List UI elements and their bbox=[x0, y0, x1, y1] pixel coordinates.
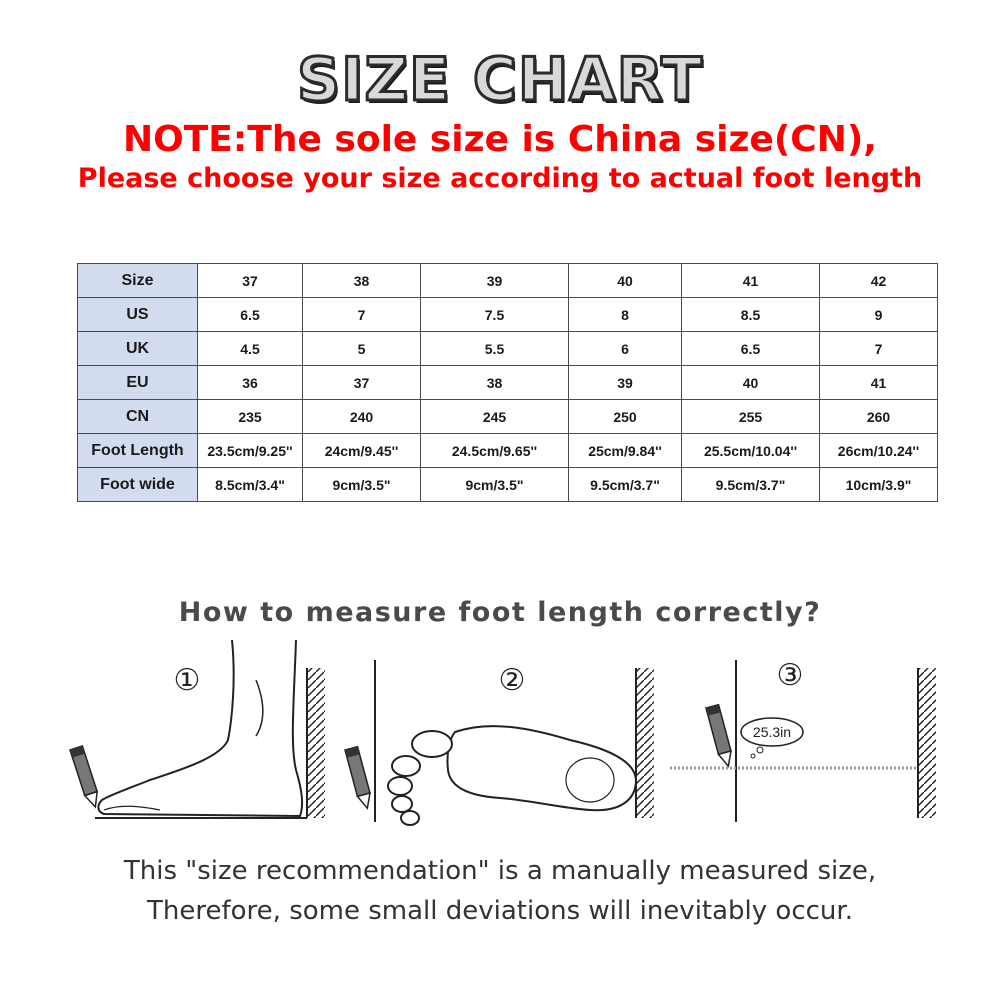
row-header: Foot Length bbox=[78, 434, 198, 468]
table-cell: 7 bbox=[303, 298, 421, 332]
pencil-icon bbox=[70, 746, 102, 809]
table-cell: 8.5cm/3.4" bbox=[198, 468, 303, 502]
table-cell: 39 bbox=[421, 264, 569, 298]
measure-title: How to measure foot length correctly? bbox=[178, 597, 822, 628]
row-header: EU bbox=[78, 366, 198, 400]
size-table bbox=[77, 263, 938, 502]
table-cell: 10cm/3.9" bbox=[820, 468, 938, 502]
table-cell: 9.5cm/3.7" bbox=[682, 468, 820, 502]
table-cell: 250 bbox=[569, 400, 682, 434]
table-row bbox=[78, 264, 938, 298]
footer-line-2: Therefore, some small deviations will inevitably occur. bbox=[147, 896, 853, 926]
table-cell: 36 bbox=[198, 366, 303, 400]
table-row bbox=[78, 468, 938, 502]
pencil-icon bbox=[345, 747, 374, 810]
step-3-label: ③ bbox=[776, 658, 804, 693]
table-cell: 25cm/9.84'' bbox=[569, 434, 682, 468]
table-cell: 9cm/3.5" bbox=[303, 468, 421, 502]
panel-3 bbox=[670, 658, 936, 822]
row-header: US bbox=[78, 298, 198, 332]
row-header: UK bbox=[78, 332, 198, 366]
row-header: Foot wide bbox=[78, 468, 198, 502]
wall-hatch bbox=[307, 668, 325, 818]
wall-hatch bbox=[918, 668, 936, 818]
row-header: CN bbox=[78, 400, 198, 434]
panel-1 bbox=[70, 640, 325, 818]
table-cell: 235 bbox=[198, 400, 303, 434]
table-cell: 42 bbox=[820, 264, 938, 298]
table-cell: 26cm/10.24'' bbox=[820, 434, 938, 468]
table-cell: 37 bbox=[303, 366, 421, 400]
table-cell: 5.5 bbox=[421, 332, 569, 366]
note-line-2: Please choose your size according to actual foot length bbox=[77, 163, 923, 194]
table-cell: 8 bbox=[569, 298, 682, 332]
table-cell: 9 bbox=[820, 298, 938, 332]
table-cell: 24.5cm/9.65'' bbox=[421, 434, 569, 468]
table-cell: 39 bbox=[569, 366, 682, 400]
table-row bbox=[78, 332, 938, 366]
table-cell: 6.5 bbox=[682, 332, 820, 366]
table-cell: 6 bbox=[569, 332, 682, 366]
table-cell: 5 bbox=[303, 332, 421, 366]
panel-2 bbox=[345, 660, 654, 825]
table-cell: 40 bbox=[569, 264, 682, 298]
table-cell: 7.5 bbox=[421, 298, 569, 332]
table-cell: 245 bbox=[421, 400, 569, 434]
table-cell: 38 bbox=[303, 264, 421, 298]
wall-hatch bbox=[636, 668, 654, 818]
table-row bbox=[78, 298, 938, 332]
measurement-value: 25.3in bbox=[752, 724, 792, 740]
table-row bbox=[78, 366, 938, 400]
measurement-illustration bbox=[60, 640, 940, 830]
table-cell: 40 bbox=[682, 366, 820, 400]
table-cell: 41 bbox=[820, 366, 938, 400]
table-cell: 24cm/9.45'' bbox=[303, 434, 421, 468]
table-cell: 260 bbox=[820, 400, 938, 434]
table-cell: 7 bbox=[820, 332, 938, 366]
page-title: SIZE CHART bbox=[296, 45, 704, 115]
table-cell: 255 bbox=[682, 400, 820, 434]
top-foot-drawing bbox=[447, 726, 636, 810]
table-cell: 41 bbox=[682, 264, 820, 298]
table-cell: 9cm/3.5" bbox=[421, 468, 569, 502]
table-cell: 4.5 bbox=[198, 332, 303, 366]
table-cell: 8.5 bbox=[682, 298, 820, 332]
note-line-1: NOTE:The sole size is China size(CN), bbox=[123, 119, 877, 160]
step-1-label: ① bbox=[173, 663, 201, 698]
pencil-icon bbox=[706, 705, 735, 768]
footer-line-1: This "size recommendation" is a manually measured size, bbox=[123, 856, 877, 886]
table-cell: 240 bbox=[303, 400, 421, 434]
table-cell: 38 bbox=[421, 366, 569, 400]
step-2-label: ② bbox=[498, 663, 526, 698]
table-cell: 6.5 bbox=[198, 298, 303, 332]
table-cell: 37 bbox=[198, 264, 303, 298]
table-cell: 9.5cm/3.7" bbox=[569, 468, 682, 502]
table-row bbox=[78, 434, 938, 468]
row-header: Size bbox=[78, 264, 198, 298]
table-cell: 23.5cm/9.25'' bbox=[198, 434, 303, 468]
table-cell: 25.5cm/10.04'' bbox=[682, 434, 820, 468]
table-row bbox=[78, 400, 938, 434]
